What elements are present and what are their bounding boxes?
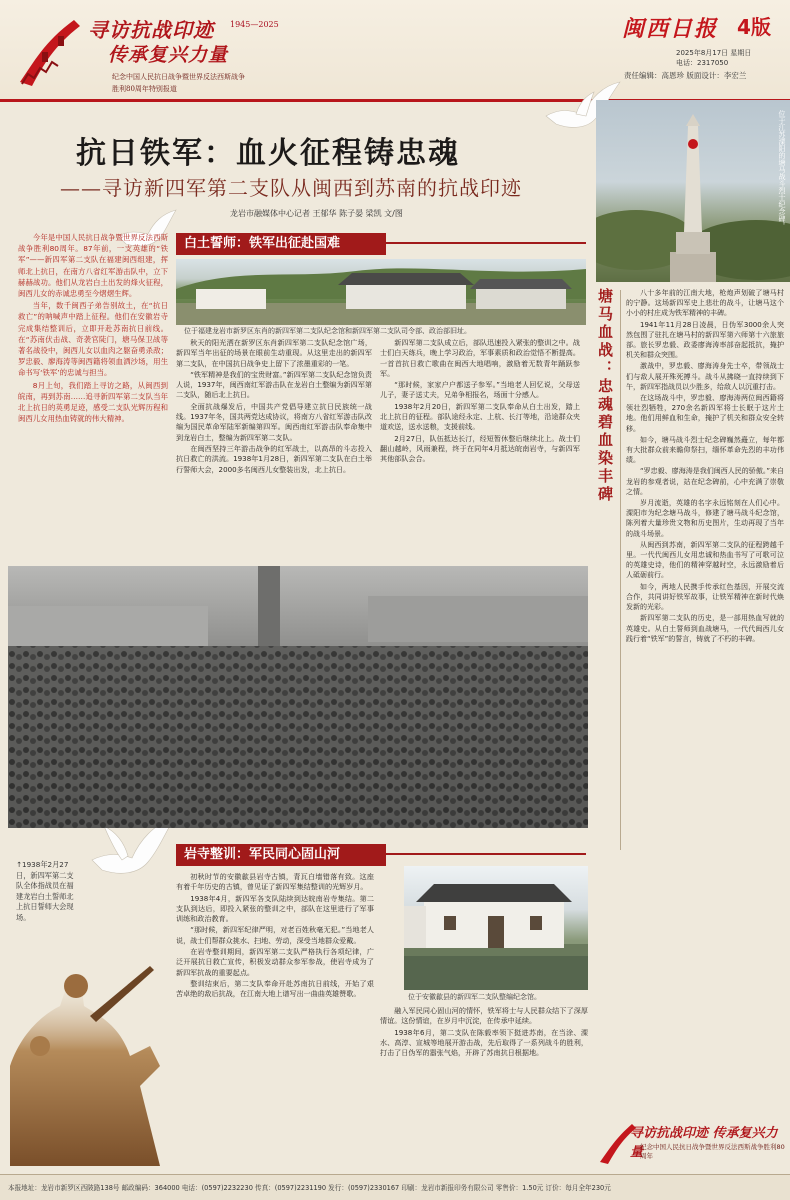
rally-illustration [8,566,588,828]
section-banner-rule [386,853,586,855]
headline: 抗日铁军：血火征程铸忠魂 [76,136,460,171]
intro-text [18,232,168,502]
body-paragraph: 1938年2月20日，新四军第二支队奉命从白土出发，踏上北上抗日的征程。部队途经永定、上杭、长汀等地，沿途群众夹道欢送，送水送粮，支援前线。 [380,401,580,432]
section-banner-yansi: 岩寺整训：军民同心固山河 [176,844,386,866]
body-paragraph: 激战中，罗忠毅、廖海涛身先士卒，带领战士们与敌人展开殊死搏斗。战斗从拂晓一直持续到下午，新四军指战员以少胜多，给敌人以沉重打击。 [626,362,784,391]
body-paragraph: “那时候，新四军纪律严明，对老百姓秋毫无犯。”当地老人说，战士们帮群众挑水、扫地、劳动，深受当地群众爱戴。 [176,925,374,945]
memorial-hall-caption: 位于福建龙岩市新罗区东肖的新四军第二支队纪念馆和新四军第二支队司令部、政治部旧址。 [184,327,471,335]
body-paragraph: 从闽西到苏南，新四军第二支队的征程跨越千里。一代代闽西儿女用忠诚和热血书写了可歌可泣的英雄史诗，他们的精神穿越时空，永远激励着后人砥砺前行。 [626,540,784,580]
section1-column-1 [176,338,372,570]
body-paragraph: 如今，两地人民携手传承红色基因，开展交流合作，共同讲好铁军故事，让铁军精神在新时代焕发新的光彩。 [626,582,784,612]
campaign-line-2: 胜利80周年特别报道 [112,85,177,93]
body-paragraph: 在闽西坚持三年游击战争的红军战士，以高昂的斗志投入抗日救亡的洪流。1938年1月28日，新四军第二支队在白土举行誓师大会，2000多名闽西儿女整装出发，北上抗日。 [176,443,372,474]
campaign-line-1: 纪念中国人民抗日战争暨世界反法西斯战争 [112,73,245,81]
rally-photo [8,566,588,828]
body-paragraph: “铁军精神是我们的宝贵财富。”新四军第二支队纪念馆负责人说，1937年，闽西南红军游击队在龙岩白土整编为新四军第二支队，随后北上抗日。 [176,369,372,400]
memorial-hall-photo [176,259,586,325]
subheadline: ——寻访新四军第二支队从闽西到苏南的抗战印迹 [60,176,522,200]
section-banner-baitu: 白土誓师：铁军出征赴国难 [176,233,386,255]
section1-column-2 [380,338,580,570]
campaign-title: 寻访抗战印迹 [88,18,214,42]
paper-logo: 闽西日报 [622,17,719,42]
section-title-tangma: 塘马血战：忠魂碧血染丰碑 [596,288,614,504]
campaign-years: 1945—2025 [230,20,279,29]
section2-column-1 [176,872,374,1152]
soldier-sculpture-art [0,946,172,1166]
body-paragraph: 秋天的阳光洒在新罗区东肖新四军第二支队纪念馆广场，新四军当年出征的场景在眼前生动重现。从这里走出的新四军第二支队，在中国抗日战争史上留下了浓墨重彩的一笔。 [176,338,372,368]
rally-caption: ↑1938年2月27日，新四军第二支队全体指战员在福建龙岩白土誓师北上抗日誓师大会现场。 [16,860,74,922]
intro-paragraph: 当年，数千闽西子弟告别故土，在“抗日救亡”的呐喊声中踏上征程。他们在安徽岩寺完成集结整训后，立即开赴苏南抗日前线。在“苏南伏击战、奇袭官陡门，塘马保卫战等著名战役中，闽西儿女以血肉之躯奋勇杀敌；罗忠毅、廖海涛等闽西籍将领血洒沙场，用生命书写‘铁军’的忠诚与担当。 [18,301,168,378]
body-paragraph: 在这场战斗中，罗忠毅、廖海涛两位闽西籍将领壮烈牺牲，270余名新四军将士长眠于这片土地。他们用鲜血和生命，掩护了机关和群众安全转移。 [626,394,784,433]
village-illustration [404,866,588,990]
body-paragraph: 2月27日，队伍抵达长汀，经短暂休整后继续北上。战士们翻山越岭，风雨兼程，终于在同年4月抵达皖南岩寺，与新四军其他部队会合。 [380,433,580,464]
intro-paragraph: 8月上旬，我们踏上寻访之路，从闽西到皖南，再到苏南……追寻新四军第二支队当年北上抗日的英勇足迹，感受二支队光辉历程和闽西儿女用热血铸就的伟大精神。 [18,380,168,424]
masthead [0,0,790,100]
body-paragraph: 在岩寺整训期间，新四军第二支队严格执行各项纪律，广泛开展抗日救亡宣传，积极发动群众参军参战，使岩寺成为了新四军抗战的重要起点。 [176,947,374,977]
body-paragraph: 融入军民同心固山河的情怀，铁军将士与人民群众结下了深厚情谊。这份情谊，在岁月中沉淀，在传承中延续。 [380,1006,588,1026]
soldier-sculpture-illustration [0,946,172,1166]
footer-campaign-line: 纪念中国人民抗日战争暨世界反法西斯战争胜利80周年 [640,1143,785,1160]
body-paragraph: 新四军第二支队成立后，部队迅速投入紧张的整训之中。战士们白天练兵，晚上学习政治，军事素质和政治觉悟不断提高。一首首抗日救亡歌曲在闽西大地唱响，激励着无数青年踊跃参军。 [380,338,580,378]
publish-editors: 责任编辑：高恩珍 版面设计：李宏兰 [624,71,747,80]
section3-column [626,288,784,1148]
body-paragraph: “那时候，家家户户都送子参军。”当地老人回忆说，父母送儿子，妻子送丈夫，兄弟争相报名，场面十分感人。 [380,380,580,400]
village-photo [404,866,588,990]
section2-column-2 [380,1006,588,1152]
body-paragraph: 岁月流逝，英雄的名字永远铭刻在人们心中。溧阳市为纪念塘马战斗，修建了塘马战斗纪念馆，陈列着大量珍贵文物和历史图片，生动再现了当年的战斗场景。 [626,499,784,538]
body-paragraph: 新四军第二支队的历史，是一部用热血写就的英雄史。从白土誓师到血战塘马，一代代闽西儿女践行着“铁军”的誓言，铸就了不朽的丰碑。 [626,614,784,643]
byline: 龙岩市融媒体中心记者 王郁华 陈子晏 梁凯 文/图 [230,209,403,218]
campaign-subtitle: 传承复兴力量 [108,44,229,66]
publish-date: 2025年8月17日 星期日 [676,49,752,57]
body-paragraph: 八十多年前的江南大地，枪炮声划破了塘马村的宁静。这场新四军史上悲壮的战斗，让塘马这个小小的村庄成为铁军精神的丰碑。 [626,289,784,318]
great-wall-ribbon-icon [14,12,86,90]
publish-phone: 电话：2317050 [676,59,729,67]
footer-campaign-title: 寻访抗战印迹 传承复兴力量 [630,1126,778,1160]
body-paragraph: 初秋时节的安徽歙县岩寺古镇，青瓦白墙错落有致。这座有着千年历史的古镇，曾见证了新四军集结整训的光辉岁月。 [176,872,374,892]
body-paragraph: 1941年11月28日凌晨，日伪军3000余人突然包围了驻扎在塘马村的新四军第六师第十六旅旅部。旅长罗忠毅、政委廖海涛率部奋起抵抗，掩护机关和群众突围。 [626,320,784,360]
column-rule [620,290,621,850]
intro-paragraph: 今年是中国人民抗日战争暨世界反法西斯战争胜利80周年。87年前，一支英雄的“铁军”——新四军第二支队在福建闽西组建，挥师北上抗日，在南方八省红军游击队中，立下赫赫战功。他们从龙岩白土出发的烽火征程，闽西儿女的赤诚忠勇至今熠熠生辉。 [18,233,168,299]
edition-number: 4版 [737,15,771,39]
village-caption: 位于安徽歙县的新四军二支队整编纪念馆。 [408,993,541,1001]
body-paragraph: “罗忠毅、廖海涛是我们闽西人民的骄傲。”来自龙岩的参观者说，站在纪念碑前，心中充满了崇敬之情。 [626,467,784,496]
memorial-hall-illustration [176,259,586,325]
body-paragraph: 如今，塘马战斗烈士纪念碑巍然矗立，每年都有大批群众前来瞻仰祭扫，缅怀革命先烈的丰功伟绩。 [626,435,784,465]
body-paragraph: 1938年4月，新四军各支队陆续到达皖南岩寺集结。第二支队到达后，即投入紧张的整训之中，部队在这里进行了军事训练和政治教育。 [176,893,374,924]
body-paragraph: 1938年6月，第二支队在陈毅率领下挺进苏南，在当涂、溧水、高淳、宣城等地展开游击战，先后取得了一系列战斗的胜利，打击了日伪军的嚣张气焰，开辟了苏南抗日根据地。 [380,1027,588,1058]
footer-imprint: 本报地址：龙岩市新罗区西陂路138号 邮政编码：364000 电话：(0597)2232230 传真：(0597)2231190 发行：(0597)2330167 印刷：龙岩市新报印务有限公司 零售价：1.50元 订价：每月全年230元 [8,1184,611,1192]
section-banner-rule [386,242,586,244]
monument-caption: 位于江苏溧阳的塘马战斗烈士纪念碑。 [778,110,786,229]
body-paragraph: 全面抗战爆发后，中国共产党倡导建立抗日民族统一战线。1937年冬，国共两党达成协议，将南方八省红军游击队改编为国民革命军陆军新编第四军。闽西南红军游击队奉命集中到龙岩白土，整编为新四军第二支队。 [176,401,372,442]
body-paragraph: 整训结束后，第二支队奉命开赴苏南抗日前线，开始了艰苦卓绝的敌后抗战，在江南大地上谱写出一曲曲英雄赞歌。 [176,978,374,999]
